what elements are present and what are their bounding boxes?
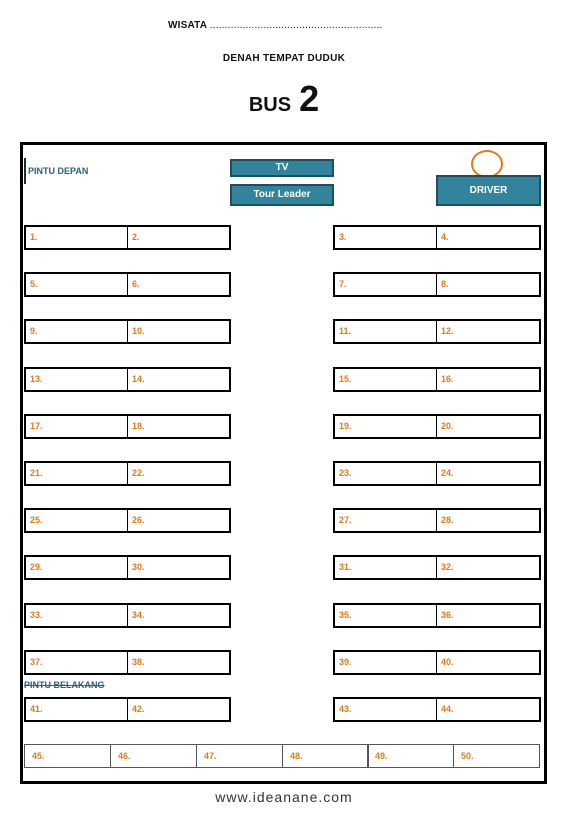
seat: 44. bbox=[436, 697, 541, 722]
back-door-label: PINTU BELAKANG bbox=[24, 680, 105, 690]
seat: 29. bbox=[24, 555, 128, 580]
wisata-line bbox=[168, 20, 383, 31]
seat: 3. bbox=[333, 225, 437, 250]
wisata-dots: .......................................................... bbox=[209, 20, 383, 31]
seat: 31. bbox=[333, 555, 437, 580]
seat: 37. bbox=[24, 650, 128, 675]
seat: 42. bbox=[127, 697, 231, 722]
seat: 15. bbox=[333, 367, 437, 392]
seat: 9. bbox=[24, 319, 128, 344]
seat: 23. bbox=[333, 461, 437, 486]
seat: 12. bbox=[436, 319, 541, 344]
seat: 24. bbox=[436, 461, 541, 486]
seat: 36. bbox=[436, 603, 541, 628]
seat: 16. bbox=[436, 367, 541, 392]
back-seat: 45. bbox=[24, 744, 111, 768]
page-title bbox=[0, 78, 568, 120]
back-seat: 49. bbox=[367, 744, 454, 768]
seat: 7. bbox=[333, 272, 437, 297]
seat: 1. bbox=[24, 225, 128, 250]
seat: 14. bbox=[127, 367, 231, 392]
back-seat: 46. bbox=[110, 744, 197, 768]
seat: 27. bbox=[333, 508, 437, 533]
tv-label: TV bbox=[230, 159, 334, 177]
seat: 26. bbox=[127, 508, 231, 533]
seat: 35. bbox=[333, 603, 437, 628]
wisata-label: WISATA bbox=[168, 20, 207, 31]
page-subtitle: DENAH TEMPAT DUDUK bbox=[222, 53, 346, 64]
seat: 6. bbox=[127, 272, 231, 297]
seat: 19. bbox=[333, 414, 437, 439]
seat: 8. bbox=[436, 272, 541, 297]
steering-wheel-icon bbox=[471, 150, 503, 178]
front-door-label: PINTU DEPAN bbox=[24, 158, 88, 184]
seat: 33. bbox=[24, 603, 128, 628]
seat: 34. bbox=[127, 603, 231, 628]
seat: 4. bbox=[436, 225, 541, 250]
seat: 18. bbox=[127, 414, 231, 439]
seat: 5. bbox=[24, 272, 128, 297]
bus-word: BUS bbox=[248, 94, 292, 116]
seat: 32. bbox=[436, 555, 541, 580]
seat: 2. bbox=[127, 225, 231, 250]
seat: 30. bbox=[127, 555, 231, 580]
seat: 21. bbox=[24, 461, 128, 486]
tour-leader-seat: Tour Leader bbox=[230, 184, 334, 206]
seat: 43. bbox=[333, 697, 437, 722]
footer-site: www.ideanane.com bbox=[215, 789, 353, 805]
seat: 17. bbox=[24, 414, 128, 439]
back-seat: 47. bbox=[196, 744, 283, 768]
seat: 25. bbox=[24, 508, 128, 533]
seat: 11. bbox=[333, 319, 437, 344]
seat: 38. bbox=[127, 650, 231, 675]
seat: 20. bbox=[436, 414, 541, 439]
bus-number: 2 bbox=[299, 78, 320, 119]
driver-seat: DRIVER bbox=[436, 175, 541, 206]
back-seat: 50. bbox=[453, 744, 540, 768]
seat: 41. bbox=[24, 697, 128, 722]
seat: 39. bbox=[333, 650, 437, 675]
seat: 22. bbox=[127, 461, 231, 486]
seat: 28. bbox=[436, 508, 541, 533]
back-seat: 48. bbox=[282, 744, 369, 768]
seat: 13. bbox=[24, 367, 128, 392]
seat: 40. bbox=[436, 650, 541, 675]
seat: 10. bbox=[127, 319, 231, 344]
